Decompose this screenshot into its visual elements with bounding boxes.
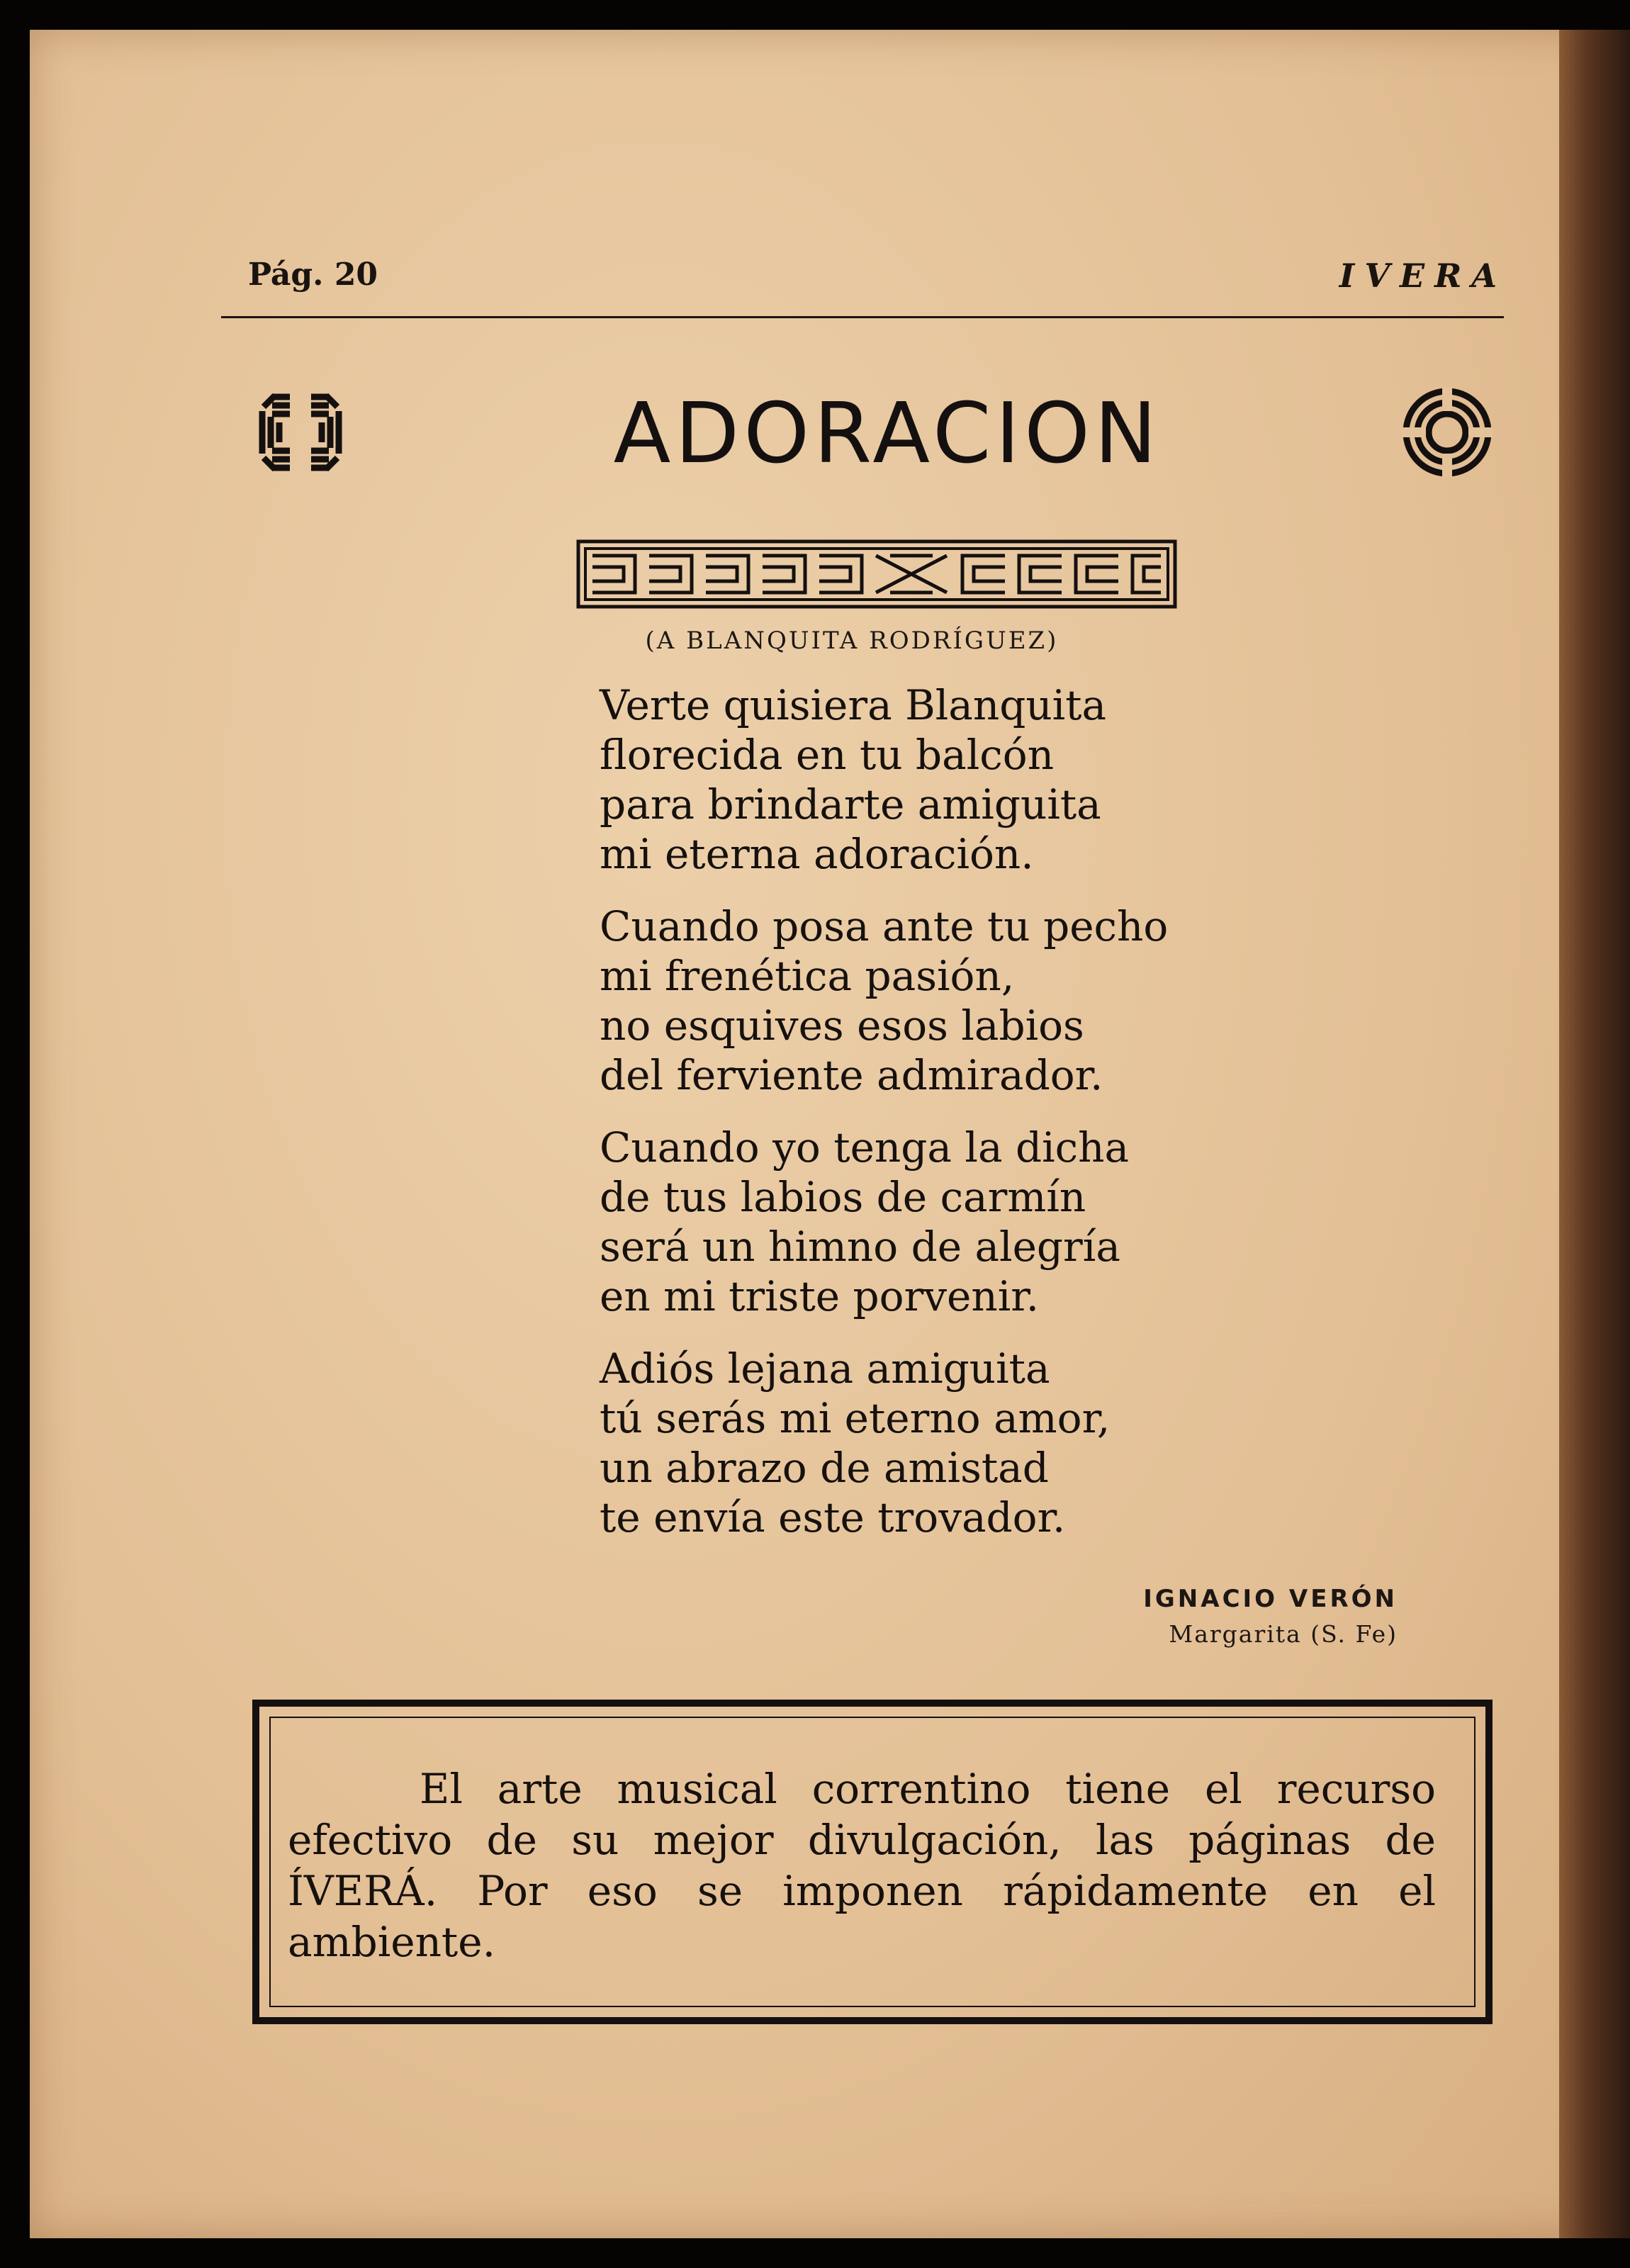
- poem-line: te envía este trovador.: [600, 1493, 1066, 1542]
- poem-stanza: [600, 902, 1308, 1100]
- poem-dedication: (A BLANQUITA RODRÍGUEZ): [645, 627, 1059, 655]
- poem-line: para brindarte amiguita: [600, 780, 1101, 829]
- page-header: [217, 257, 1507, 299]
- poem-line: un abrazo de amistad: [600, 1444, 1049, 1492]
- poem-line: Verte quisiera Blanquita: [600, 681, 1107, 729]
- header-rule: [221, 316, 1504, 318]
- poem-line: de tus labios de carmín: [600, 1173, 1086, 1221]
- book-spine-edge: [1559, 30, 1630, 2238]
- page-number: Pág. 20: [248, 257, 378, 293]
- greek-key-band-icon: [575, 539, 1178, 610]
- magazine-page: [30, 30, 1602, 2238]
- poem-stanza: [600, 680, 1308, 879]
- poem-author: [1143, 1585, 1398, 1648]
- magazine-name: IVERA: [1339, 257, 1507, 295]
- poem-line: no esquives esos labios: [600, 1001, 1084, 1050]
- poem-line: del ferviente admirador.: [600, 1051, 1103, 1099]
- notice-box: [252, 1700, 1493, 2024]
- poem-line: Adiós lejana amiguita: [600, 1344, 1050, 1393]
- poem-title: ADORACION: [613, 384, 1162, 482]
- notice-text: El arte musical correntino tiene el recurso efectivo de su mejor divulgación, las páginas de ÍVERÁ. Por eso se imponen rápidamente en el ambiente.: [288, 1765, 1436, 1966]
- circular-meander-ornament-icon: [251, 383, 350, 482]
- poem-body: [600, 680, 1308, 1565]
- poem-line: florecida en tu balcón: [600, 731, 1055, 779]
- poem-line: Cuando yo tenga la dicha: [600, 1123, 1130, 1172]
- poem-line: mi eterna adoración.: [600, 830, 1034, 878]
- poem-line: en mi triste porvenir.: [600, 1272, 1040, 1320]
- poem-stanza: [600, 1123, 1308, 1321]
- poem-line: mi frenética pasión,: [600, 952, 1015, 1000]
- author-place: Margarita (S. Fe): [1169, 1620, 1398, 1648]
- poem-stanza: [600, 1344, 1308, 1542]
- author-name: IGNACIO VERÓN: [1143, 1585, 1398, 1613]
- poem-line: tú serás mi eterno amor,: [600, 1394, 1111, 1442]
- poem-line: será un himno de alegría: [600, 1223, 1120, 1271]
- poem-line: Cuando posa ante tu pecho: [600, 902, 1169, 950]
- circular-meander-ornament-icon: [1398, 383, 1497, 482]
